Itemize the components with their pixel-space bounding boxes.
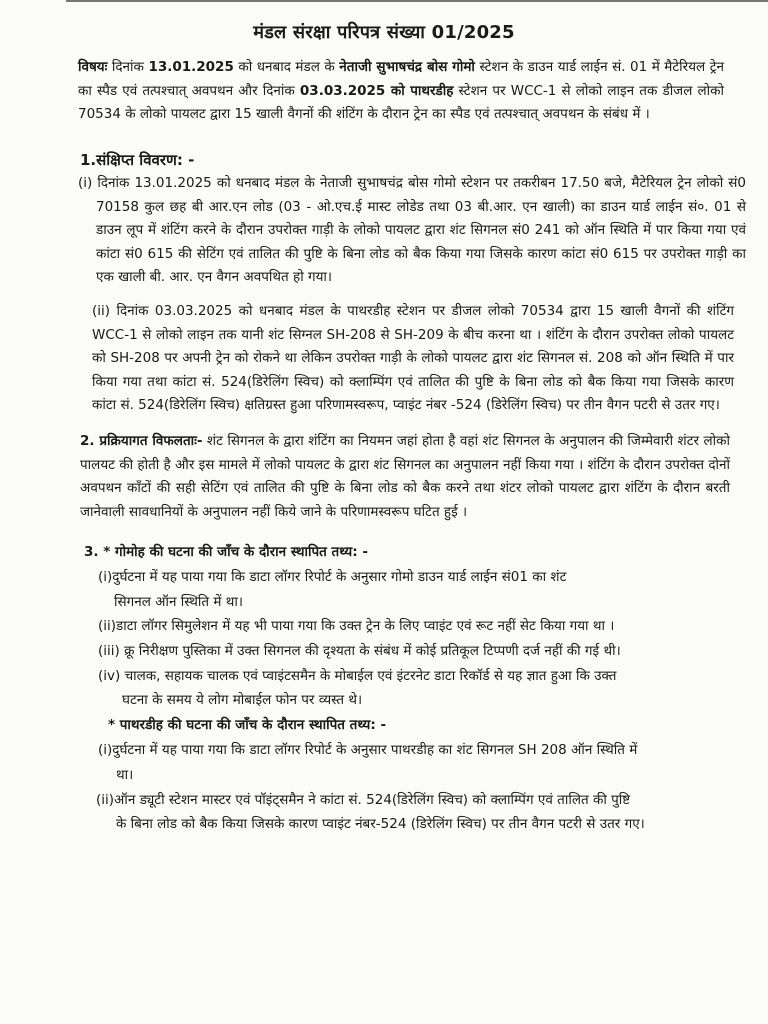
pathardih-fact-ii: (ii)ऑन ड्यूटी स्टेशन मास्टर एवं पॉइंट्समैन ने कांटा सं. 524(डिरेलिंग स्विच) को क्लाम्पिंग एवं तालित की पुष्टि (96, 792, 631, 808)
subject-text: को धनबाद मंडल के (233, 59, 340, 75)
pathardih-fact-ii-cont: के बिना लोड को बैक किया जिसके कारण प्वाइंट नंबर-524 (डिरेलिंग स्विच) पर तीन वैगन पटरी से उतर गए। (116, 816, 645, 832)
subject-label: विषयः (78, 59, 108, 75)
gomoh-fact-iv: (iv) चालक, सहायक चालक एवं प्वाइंटसमैन के मोबाईल एवं इंटरनेट डाटा रिकॉर्ड से यह ज्ञात हुआ कि उक्त (98, 668, 617, 684)
gomoh-fact-iv-cont: घटना के समय ये लोग मोबाईल फोन पर व्यस्त थे। (122, 692, 363, 708)
subject-station-1: नेताजी सुभाषचंद्र बोस गोमो (339, 59, 475, 75)
procedural-failure-paragraph (80, 430, 730, 524)
gomoh-fact-iii: (iii) क्रू निरीक्षण पुस्तिका में उक्त सिगनल की दृश्यता के संबंध में कोई प्रतिकूल टिप्पणी दर्ज नहीं की गई थी। (98, 643, 621, 659)
procedural-failure-heading: 2. प्रक्रियागत विफलताः- (80, 433, 203, 449)
summary-item-i: (i) दिनांक 13.01.2025 को धनबाद मंडल के नेताजी सुभाषचंद्र बोस गोमो स्टेशन पर तकरीबन 17.50 बजे, मैटेरियल ट्रेन लोको सं0 70158 कुल छह बी आर.एन लोड (03 - ओ.एच.ई मास्ट लोडेड तथा 03 बी.आर. एन खाली) का डाउन यार्ड लाईन सं०. 01 से डाउन लूप में शंटिंग करने के दौरान उपरोक्त गाड़ी के लोको पायलट द्वारा शंट सिगनल सं0 241 को ऑन स्थिति में पार किया गया एवं कांटा सं0 615 की सेटिंग एवं तालित की पुष्टि के बिना लोड को बैक किया गया जिसके कारण कांटा सं0 615 पर उपरोक्त गाड़ी का एक खाली बी. आर. एन वैगन अवपथित हो गया। (78, 175, 746, 286)
subject-date-2: 03.03.2025 को पाथरडीह (299, 82, 454, 99)
subject-text: दिनांक (107, 59, 149, 75)
section-1-heading: 1.संक्षिप्त विवरण: - (80, 151, 195, 169)
summary-item-ii: (ii) दिनांक 03.03.2025 को धनबाद मंडल के पाथरडीह स्टेशन पर डीजल लोको 70534 द्वारा 15 खाली वैगनों की शंटिंग WCC-1 से लोको लाइन तक यानी शंट सिग्नल SH-208 से SH-209 के बीच करना था । शंटिंग के दौरान उपरोक्त लोको पायलट को SH-208 पर अपनी ट्रेन को रोकने था लेकिन उपरोक्त गाड़ी के लोको पायलट द्वारा शंट सिगनल सं. 208 को ऑन स्थिति में पार किया गया तथा कांटा सं. 524(डिरेलिंग स्विच) को क्लाम्पिंग एवं तालित की पुष्टि के बिना लोड को बैक किया गया जिसके कारण कांटा सं. 524(डिरेलिंग स्विच) क्षतिग्रस्त हुआ परिणामस्वरूप, प्वाइंट नंबर -524 (डिरेलिंग स्विच) पर तीन वैगन पटरी से उतर गए। (92, 303, 734, 414)
gomoh-fact-i-cont: सिगनल ऑन स्थिति में था। (114, 594, 243, 610)
subject-text: स्टेशन के डाउन यार्ड लाईन सं. 01 में मैटेरियल ट्रेन का स्पैड एवं तत्पश्चात् अवपथन और दिनांक (78, 59, 724, 99)
gomoh-fact-i: (i)दुर्घटना में यह पाया गया कि डाटा लॉगर रिपोर्ट के अनुसार गोमो डाउन यार्ड लाईन सं01 का शंट (98, 569, 567, 585)
gomoh-facts-heading: 3. * गोमोह की घटना की जाँच के दौरान स्थापित तथ्य: - (84, 544, 368, 560)
subject-date-1: 13.01.2025 (148, 59, 234, 75)
procedural-failure-text: शंट सिगनल के द्वारा शंटिंग का नियमन जहां होता है वहां शंट सिगनल के अनुपालन की जिम्मेवारी शंटर लोको पालयट की होती है और इस मामले में लोको पायलट के द्वारा शंट सिगनल का अनुपालन नहीं किया गया । शंटिंग के दौरान उपरोक्त दोनों अवपथन काँटों की सही सेटिंग एवं तालित की पुष्टि के बिना लोड को बैक करने तथा शंटर लोको पायलट द्वारा शंटिंग के दौरान बरती जानेवाली सावधानियों के अनुपालन नहीं किये जाने के परिणामस्वरूप घटित हुई । (80, 433, 730, 520)
pathardih-fact-i: (i)दुर्घटना में यह पाया गया कि डाटा लॉगर रिपोर्ट के अनुसार पाथरडीह का शंट सिगनल SH 208 ऑन स्थिति में (98, 742, 638, 758)
gomoh-fact-ii: (ii)डाटा लॉगर सिमुलेशन में यह भी पाया गया कि उक्त ट्रेन के लिए प्वाइंट एवं रूट नहीं सेट किया गया था । (98, 618, 615, 634)
document-title: मंडल संरक्षा परिपत्र संख्या 01/2025 (253, 22, 515, 43)
subject-text: स्टेशन पर WCC-1 से लोको लाइन तक डीजल लोको 70534 के लोको पायलट द्वारा 15 खाली वैगनों की शंटिंग के दौरान ट्रेन का स्पैड एवं तत्पश्चात् अवपथन के संबंध में । (78, 82, 724, 123)
top-rule (66, 0, 768, 8)
pathardih-fact-i-cont: था। (116, 767, 134, 783)
subject-paragraph (78, 56, 724, 127)
pathardih-facts-heading: * पाथरडीह की घटना की जाँच के दौरान स्थापित तथ्य: - (108, 717, 387, 733)
